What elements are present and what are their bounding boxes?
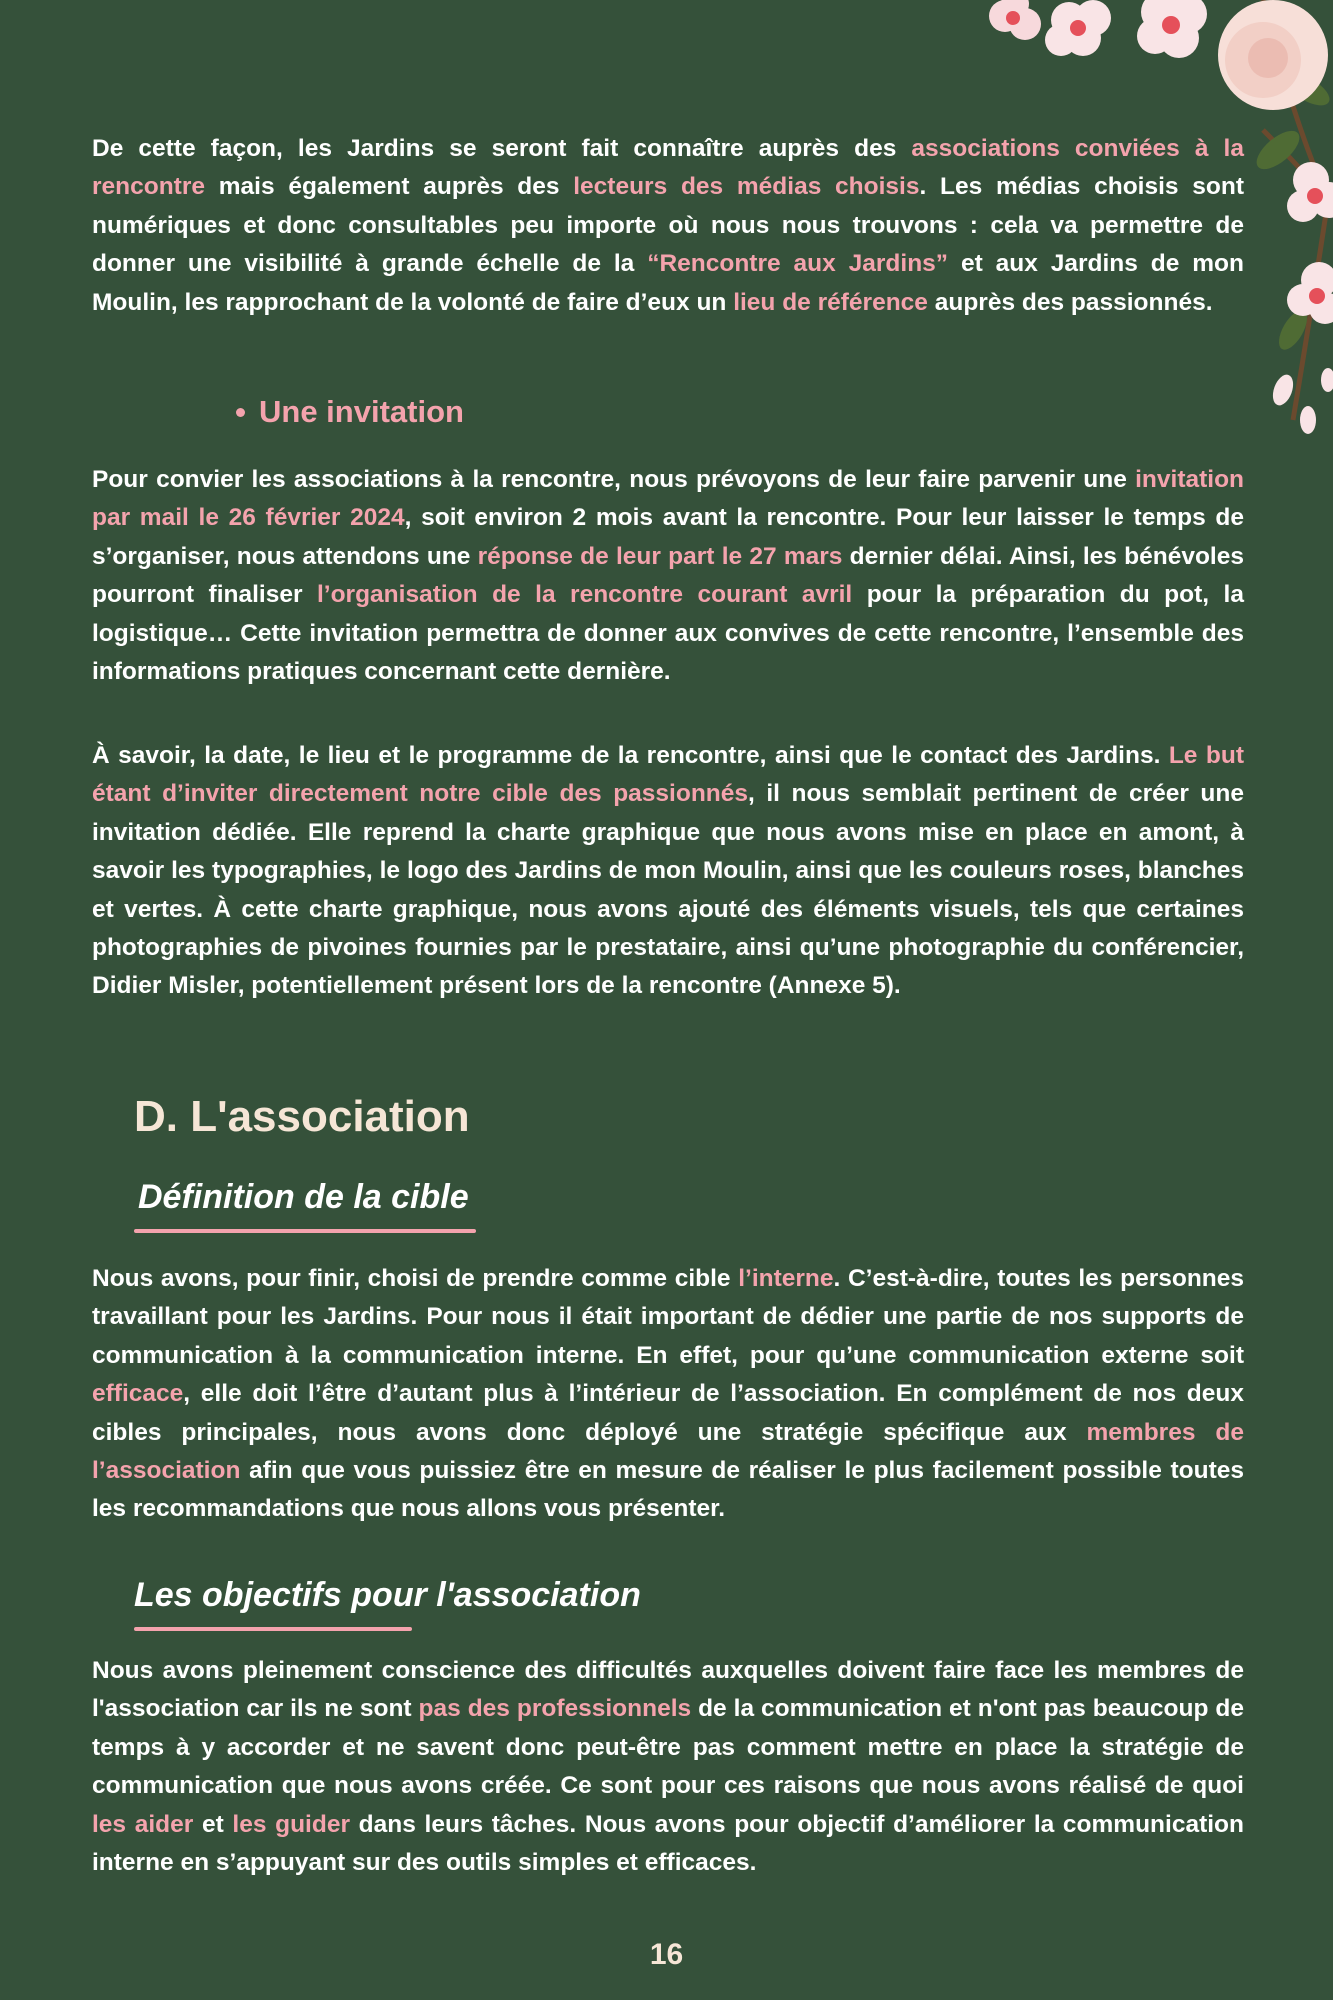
text: À savoir, la date, le lieu et le programme de la rencontre, ainsi que le contact des Jardins. xyxy=(92,742,1169,769)
text: de la communication et n'ont pas beaucoup de temps à y accorder et ne savent donc peut-être pas comment mettre en place la stratégie de communication que nous avons créée. Ce sont pour ces raisons que nous avons réalisé de quoi xyxy=(92,1695,1244,1800)
text: . Les médias choisis sont numériques et donc consultables peu importe où nous nous trouvons : cela va permettre de donner une visibilité à grande échelle de la xyxy=(92,173,1244,278)
page-number: 16 xyxy=(649,1938,684,1971)
paragraph-invitation-content xyxy=(92,737,1244,1006)
text: pour la préparation du pot, la logistique… Cette invitation permettra de donner aux convives de cette rencontre, l’ensemble des informations pratiques concernant cette dernière. xyxy=(92,581,1244,686)
subheading-underline xyxy=(134,1627,412,1631)
paragraph-media-visibility xyxy=(92,130,1244,322)
bullet-invitation xyxy=(236,394,464,430)
blossom-1 xyxy=(989,0,1041,40)
highlight: les guider xyxy=(232,1810,350,1838)
highlight: pas des professionnels xyxy=(418,1695,692,1723)
highlight: l’organisation de la rencontre courant avril xyxy=(316,581,853,609)
highlight: associations conviées à la rencontre xyxy=(92,135,1244,201)
highlight: lieu de référence xyxy=(733,288,928,316)
highlight: invitation par mail le 26 février 2024 xyxy=(92,466,1244,532)
highlight: membres de l’association xyxy=(92,1418,1244,1485)
text: Nous avons, pour finir, choisi de prendre comme cible xyxy=(92,1265,739,1292)
highlight: l’interne xyxy=(738,1265,834,1292)
highlight: réponse de leur part le 27 mars xyxy=(477,542,843,570)
subheading-underline xyxy=(134,1229,476,1233)
paragraph-objectives xyxy=(92,1652,1244,1882)
highlight: Le but étant d’inviter directement notre cible des passionnés xyxy=(92,742,1244,808)
text: , elle doit l’être d’autant plus à l’intérieur de l’association. En complément de nos deux cibles principales, nous avons donc déployé une stratégie spécifique aux xyxy=(92,1380,1244,1446)
text: De cette façon, les Jardins se seront fait connaître auprès des xyxy=(92,135,912,162)
peony xyxy=(1218,0,1328,110)
blossom-2 xyxy=(1045,0,1111,56)
blossom-3 xyxy=(1137,0,1207,58)
highlight: “Rencontre aux Jardins” xyxy=(647,250,949,278)
text: et xyxy=(193,1810,233,1838)
subheading-target-definition: Définition de la cible xyxy=(138,1178,469,1216)
paragraph-internal-target xyxy=(92,1260,1244,1529)
subheading-association-objectives: Les objectifs pour l'association xyxy=(134,1576,641,1614)
bullet-label: Une invitation xyxy=(259,394,464,429)
text: . C’est-à-dire, toutes les personnes travaillant pour les Jardins. Pour nous il était important de dédier une partie de nos supports de communication à la communication interne. En effet, pour qu’une communication externe soit xyxy=(92,1265,1244,1369)
text: dans leurs tâches. Nous avons pour objectif d’améliorer la communication interne en s’appuyant sur des outils simples et efficaces. xyxy=(92,1810,1244,1877)
highlight: les aider xyxy=(92,1810,194,1838)
section-title: D. L'association xyxy=(134,1092,470,1141)
text: afin que vous puissiez être en mesure de réaliser le plus facilement possible toutes les recommandations que nous allons vous présenter. xyxy=(92,1457,1244,1523)
paragraph-invitation xyxy=(92,461,1244,691)
text: dernier délai. Ainsi, les bénévoles pourront finaliser xyxy=(92,542,1244,609)
text: mais également auprès des xyxy=(205,173,574,201)
text: Pour convier les associations à la rencontre, nous prévoyons de leur faire parvenir une xyxy=(92,466,1136,493)
highlight: lecteurs des médias choisis xyxy=(573,173,920,201)
bullet-dot-icon xyxy=(236,408,245,417)
text: auprès des passionnés. xyxy=(927,288,1213,316)
text: , il nous semblait pertinent de créer une invitation dédiée. Elle reprend la charte graphique que nous avons mise en place en amont, à savoir les typographies, le logo des Jardins de mon Moulin, ainsi que les couleurs roses, blanches et vertes. À cette charte graphique, nous avons ajouté des éléments visuels, tels que certaines photographies de pivoines fournies par le prestataire, ainsi qu’une photographie du conférencier, Didier Misler, potentiellement présent lors de la rencontre (Annexe 5). xyxy=(92,780,1244,1000)
text: , soit environ 2 mois avant la rencontre. Pour leur laisser le temps de s’organiser, nous attendons une xyxy=(92,504,1244,570)
text: Nous avons pleinement conscience des difficultés auxquelles doivent faire face les membres de l'association car ils ne sont xyxy=(92,1657,1244,1723)
highlight: efficace xyxy=(92,1380,184,1408)
text: et aux Jardins de mon Moulin, les rapprochant de la volonté de faire d’eux un xyxy=(92,250,1244,316)
blossom-4 xyxy=(1287,162,1333,222)
